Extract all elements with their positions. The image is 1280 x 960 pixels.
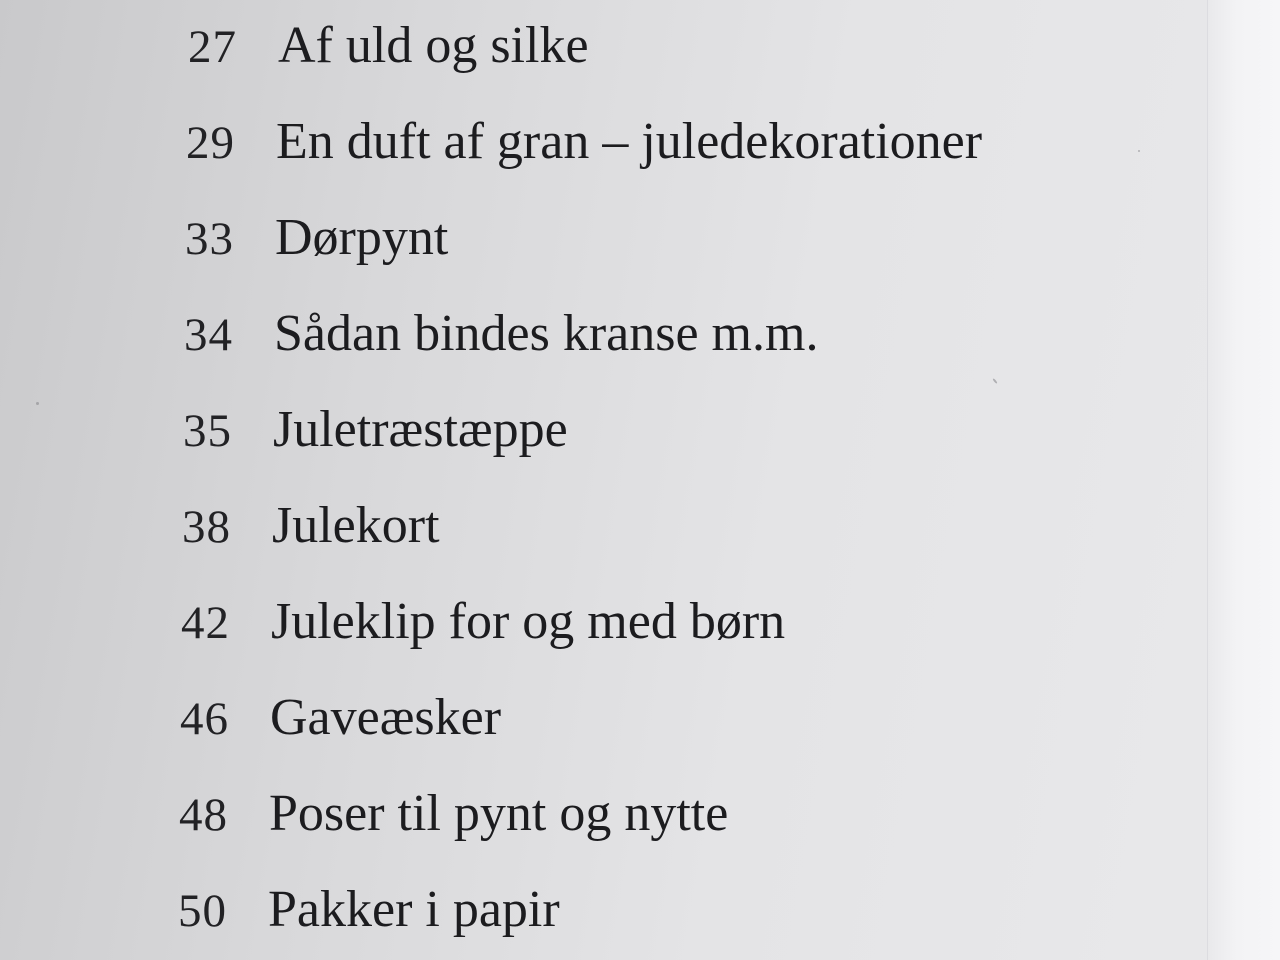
paper-speck [1138, 150, 1140, 152]
toc-title: Sådan bindes kranse m.m. [274, 305, 819, 362]
toc-entry [184, 305, 819, 362]
toc-page-number: 29 [186, 117, 235, 169]
toc-entry [181, 593, 786, 650]
toc-entry [183, 401, 568, 458]
toc-title: Af uld og silke [278, 17, 589, 74]
toc-title: En duft af gran – juledekorationer [276, 113, 983, 170]
toc-entry [182, 497, 440, 554]
toc-page-number: 48 [179, 789, 228, 841]
paper-speck [36, 402, 39, 405]
toc-title: Dørpynt [275, 209, 449, 266]
toc-page-number: 38 [182, 501, 231, 553]
toc-page-number: 33 [185, 213, 234, 265]
toc-page-number: 50 [178, 885, 227, 937]
toc-entry [188, 17, 589, 74]
toc-page-number: 46 [180, 693, 229, 745]
toc-entry [180, 689, 502, 746]
toc-page-number: 35 [183, 405, 232, 457]
page-edge [1207, 0, 1280, 960]
toc-page-number: 42 [181, 597, 230, 649]
toc-title: Juleklip for og med børn [271, 593, 786, 650]
toc-entry [186, 113, 983, 170]
toc-title: Julekort [272, 497, 440, 554]
toc-entry [178, 881, 560, 938]
toc-title: Gaveæsker [270, 689, 502, 746]
toc-title: Poser til pynt og nytte [269, 785, 729, 842]
toc-title: Juletræstæppe [273, 401, 568, 458]
toc-page-number: 27 [188, 21, 237, 73]
toc-entry [185, 209, 449, 266]
toc-entry [179, 785, 729, 842]
toc-page-number: 34 [184, 309, 233, 361]
toc-title: Pakker i papir [268, 881, 560, 938]
